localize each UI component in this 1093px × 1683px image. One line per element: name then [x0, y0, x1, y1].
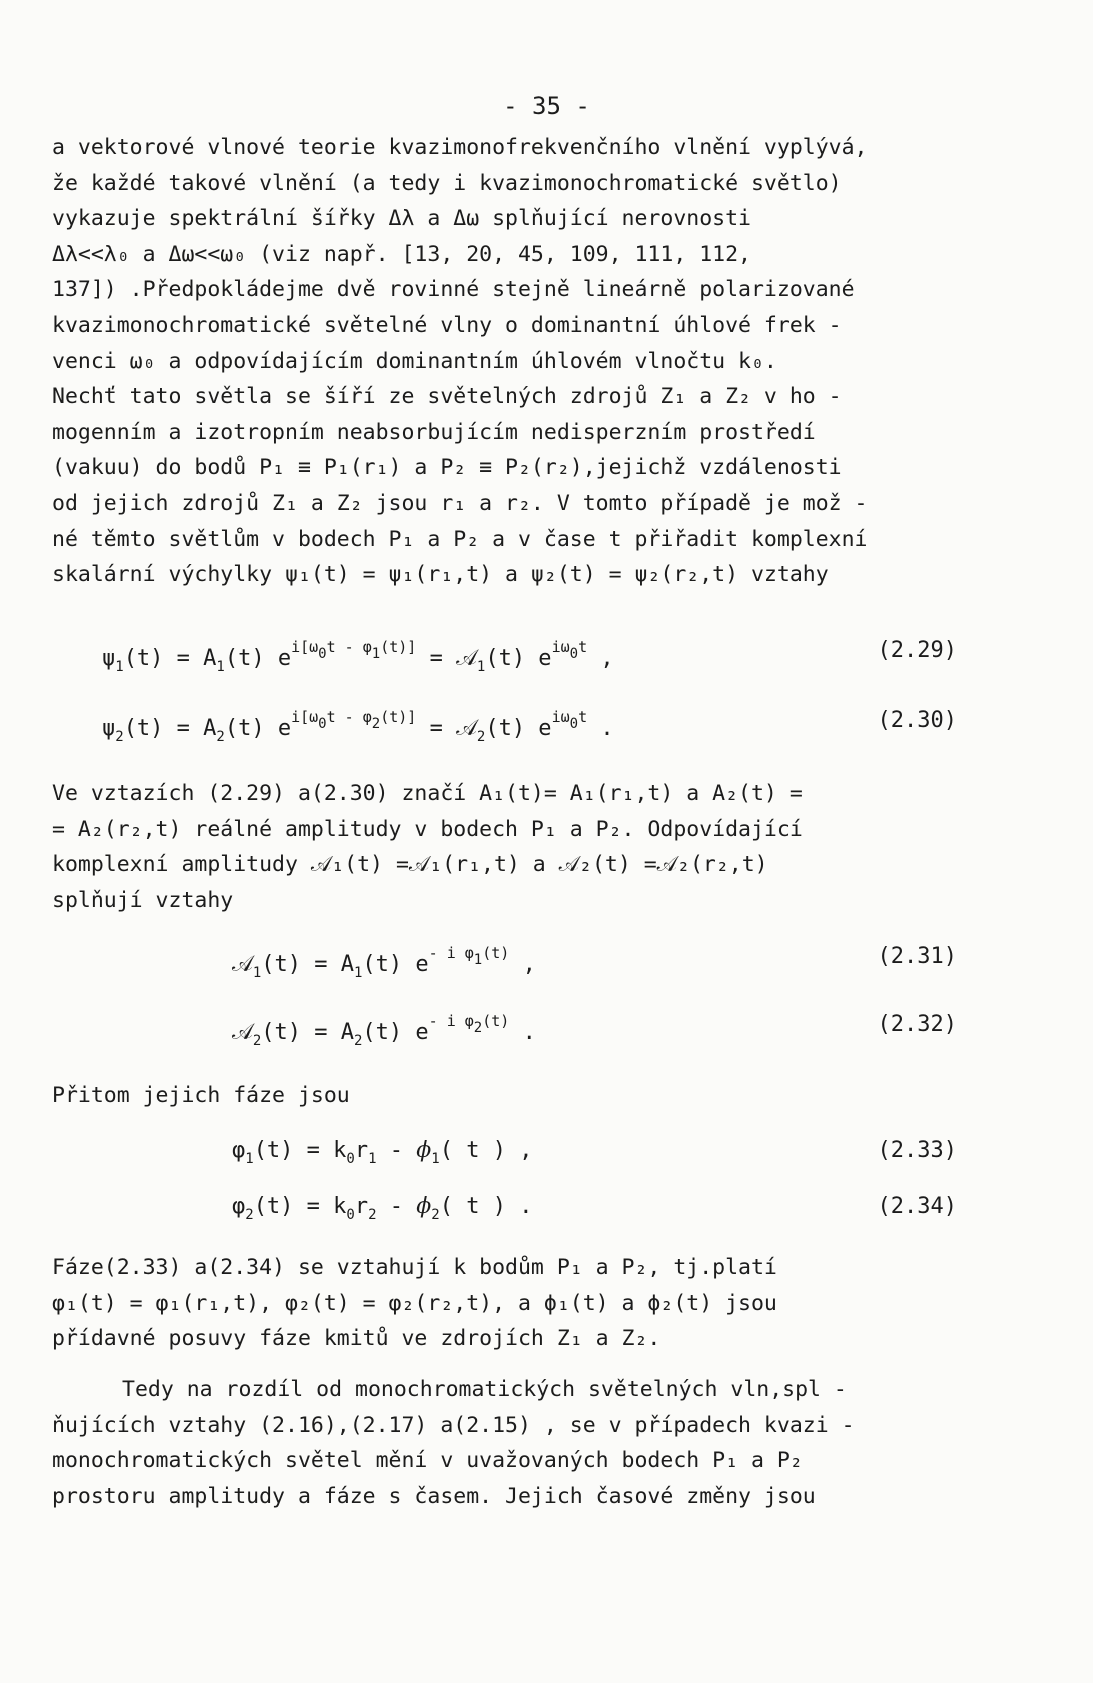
paragraph-3 [52, 1078, 957, 1114]
text-line: Ve vztazích (2.29) a(2.30) značí A₁(t)= A₁(r₁,t) a A₂(t) = [52, 781, 803, 806]
page-number: - 35 - [503, 92, 590, 120]
text-line: od jejich zdrojů Z₁ a Z₂ jsou r₁ a r₂. V tomto případě je mož - [52, 490, 868, 516]
text-line: monochromatických světel mění v uvažovaných bodech P₁ a P₂ [52, 1448, 803, 1474]
text-line: Fáze(2.33) a(2.34) se vztahují k bodům P₁ a P₂, tj.platí [52, 1255, 777, 1280]
equation-number: (2.31) [877, 944, 957, 969]
paragraph-2 [52, 776, 957, 918]
equation-2-31 [52, 936, 957, 980]
text-line: 137]) .Předpokládejme dvě rovinné stejně lineárně polarizované [52, 277, 855, 303]
equation-formula: $\varphi_2(t) = k_0r_2 - \phi_2$( t ) . [232, 1194, 533, 1223]
text-line: že každé takové vlnění (a tedy i kvazimonochromatické světlo) [52, 170, 842, 196]
paragraph-1 [52, 130, 957, 593]
text-line: (vakuu) do bodů P₁ ≡ P₁(r₁) a P₂ ≡ P₂(r₂),jejichž vzdálenosti [52, 455, 842, 481]
text-line: splňují vztahy [52, 887, 234, 913]
paragraph-4 [52, 1250, 957, 1357]
equation-2-32 [52, 1004, 957, 1048]
equation-formula: $\psi_2(t) = A_2(t) e^{i[\omega_0t - \varphi_2(t)]}$ = 𝒜$_2$(t) $e^{i\omega_0t}$ . [102, 708, 614, 745]
equation-2-34 [52, 1186, 957, 1230]
equation-formula: 𝒜$_1$(t) = $A_1(t)$ $e^{- i \varphi_1(t)}$ , [232, 944, 536, 981]
equation-formula: $\psi_1(t) = A_1(t) e^{i[\omega_0t - \varphi_1(t)]}$ = 𝒜$_1$(t) $e^{i\omega_0t}$ , [102, 638, 614, 675]
equation-2-30 [52, 700, 957, 744]
text-line: φ₁(t) = φ₁(r₁,t), φ₂(t) = φ₂(r₂,t), a ϕ₁(t) a ϕ₂(t) jsou [52, 1290, 777, 1316]
paragraph-5 [52, 1372, 957, 1514]
text-line: skalární výchylky ψ₁(t) = ψ₁(r₁,t) a ψ₂(t) = ψ₂(r₂,t) vztahy [52, 562, 829, 588]
text-line: né těmto světlům v bodech P₁ a P₂ a v čase t přiřadit komplexní [52, 526, 868, 552]
equation-number: (2.34) [877, 1194, 957, 1219]
text-line: Přitom jejich fáze jsou [52, 1083, 350, 1108]
text-line: komplexní amplitudy 𝒜₁(t) =𝒜₁(r₁,t) a 𝒜₂(t) =𝒜₂(r₂,t) [52, 852, 768, 878]
text-line: vykazuje spektrální šířky Δλ a Δω splňující nerovnosti [52, 206, 751, 232]
equation-formula: 𝒜$_2$(t) = $A_2(t)$ $e^{- i \varphi_2(t)}$ . [232, 1012, 536, 1049]
text-line: = A₂(r₂,t) reálné amplitudy v bodech P₁ a P₂. Odpovídající [52, 816, 803, 842]
equation-2-29 [52, 630, 957, 674]
text-line: Tedy na rozdíl od monochromatických světelných vln,spl - [122, 1377, 847, 1402]
equation-number: (2.33) [877, 1138, 957, 1163]
equation-2-33 [52, 1130, 957, 1174]
equation-number: (2.32) [877, 1012, 957, 1037]
text-line: kvazimonochromatické světelné vlny o dominantní úhlové frek - [52, 312, 842, 338]
equation-formula: $\varphi_1(t) = k_0r_1 - \phi_1$( t ) , [232, 1138, 533, 1167]
equation-number: (2.29) [877, 638, 957, 663]
text-line: přídavné posuvy fáze kmitů ve zdrojích Z₁ a Z₂. [52, 1326, 661, 1352]
text-line: a vektorové vlnové teorie kvazimonofrekvenčního vlnění vyplývá, [52, 135, 868, 160]
text-line: mogenním a izotropním neabsorbujícím nedisperzním prostředí [52, 419, 816, 445]
text-line: ňujících vztahy (2.16),(2.17) a(2.15) , se v případech kvazi - [52, 1412, 855, 1438]
text-line: Δλ<<λ₀ a Δω<<ω₀ (viz např. [13, 20, 45, 109, 111, 112, [52, 241, 751, 267]
equation-number: (2.30) [877, 708, 957, 733]
text-line: venci ω₀ a odpovídajícím dominantním úhlovém vlnočtu k₀. [52, 348, 777, 374]
text-line: prostoru amplitudy a fáze s časem. Jejich časové změny jsou [52, 1483, 816, 1509]
text-line: Nechť tato světla se šíří ze světelných zdrojů Z₁ a Z₂ v ho - [52, 384, 842, 410]
